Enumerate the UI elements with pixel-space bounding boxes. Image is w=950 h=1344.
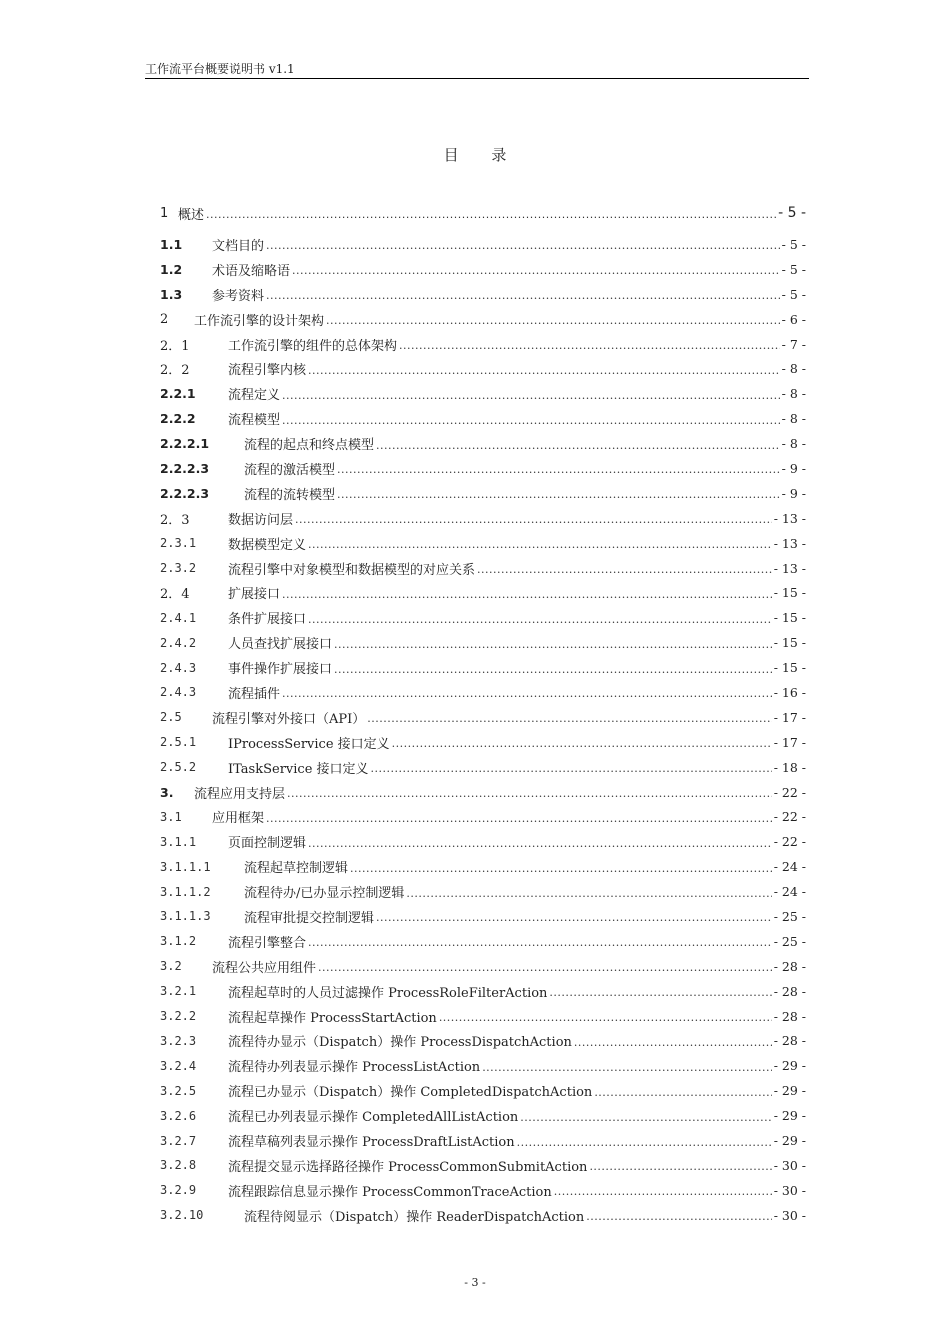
toc-entry[interactable] [160, 755, 806, 780]
header-title: 工作流平台概要说明书 v1.1 [145, 62, 295, 76]
toc-entry-number: 3.2.9 [160, 1183, 197, 1198]
toc-entry-number: 2．2 [160, 363, 190, 379]
toc-entry-number: 3.2.5 [160, 1083, 197, 1098]
toc-dot-leader [334, 661, 772, 675]
toc-entry[interactable] [160, 655, 806, 680]
page-header [145, 62, 809, 79]
toc-entry-page: - 13 - [773, 535, 806, 551]
toc-entry-title: ITaskService 接口定义 [228, 761, 369, 777]
toc-entry-number: 2．3 [160, 512, 190, 528]
toc-entry-page: - 9 - [781, 460, 806, 476]
toc-dot-leader [517, 1134, 772, 1148]
toc-entry-title: 工作流引擎的组件的总体架构 [228, 338, 398, 354]
toc-entry-number: 2.4.3 [160, 685, 197, 700]
toc-entry-title: 流程的起点和终点模型 [244, 438, 375, 454]
toc-entry[interactable] [160, 879, 806, 904]
toc-entry[interactable] [160, 954, 806, 979]
toc-dot-leader [549, 984, 771, 998]
toc-entry-title: 流程待办列表显示操作 ProcessListAction [228, 1060, 481, 1076]
toc-entry-number: 2.4.1 [160, 610, 197, 625]
toc-entry-title: 流程待阅显示（Dispatch）操作 ReaderDispatchAction [244, 1209, 585, 1225]
toc-entry[interactable] [160, 1004, 806, 1029]
toc-entry-number: 1.1 [160, 236, 183, 252]
toc-dot-leader [406, 885, 771, 899]
toc-entry-number: 3.1.1 [160, 834, 197, 849]
toc-entry[interactable] [160, 580, 806, 605]
toc-dot-leader [206, 206, 776, 220]
toc-entry[interactable] [160, 929, 806, 954]
toc-entry[interactable] [160, 1053, 806, 1078]
toc-entry-title: 流程跟踪信息显示操作 ProcessCommonTraceAction [228, 1184, 552, 1200]
toc-entry-number: 3.2.2 [160, 1009, 197, 1024]
toc-entry-page: - 30 - [773, 1157, 806, 1173]
toc-entry[interactable] [160, 257, 806, 282]
toc-entry-page: - 29 - [773, 1058, 806, 1074]
toc-entry-page: - 5 - [781, 261, 806, 277]
toc-entry-page: - 24 - [773, 859, 806, 875]
toc-entry-page: - 28 - [773, 1008, 806, 1024]
toc-entry[interactable] [160, 854, 806, 879]
toc-dot-leader [308, 362, 780, 376]
toc-entry-title: 工作流引擎的设计架构 [194, 313, 325, 329]
toc-dot-leader [376, 909, 772, 923]
toc-entry-page: - 15 - [773, 585, 806, 601]
toc-entry-number: 3.2.10 [160, 1208, 204, 1223]
toc-entry-number: 3.2.8 [160, 1158, 197, 1173]
toc-entry-number: 2.2.2.1 [160, 436, 210, 452]
toc-entry-title: 流程提交显示选择路径操作 ProcessCommonSubmitAction [228, 1159, 588, 1175]
toc-dot-leader [439, 1009, 772, 1023]
toc-entry[interactable] [160, 431, 806, 456]
toc-entry[interactable] [160, 232, 806, 257]
toc-entry[interactable] [160, 829, 806, 854]
toc-entry-page: - 29 - [773, 1108, 806, 1124]
toc-dot-leader [589, 1158, 771, 1172]
toc-entry-page: - 17 - [773, 734, 806, 750]
toc-dot-leader [334, 636, 772, 650]
toc-entry-page: - 15 - [773, 635, 806, 651]
toc-entry-title: 应用框架 [212, 811, 265, 827]
toc-entry[interactable] [160, 282, 806, 307]
toc-entry-title: 流程的流转模型 [244, 487, 336, 503]
toc-dot-leader [287, 785, 772, 799]
toc-entry-title: 流程待办/已办显示控制逻辑 [244, 886, 405, 902]
toc-dot-leader [326, 312, 780, 326]
toc-entry-page: - 29 - [773, 1083, 806, 1099]
toc-entry-number: 3.2.1 [160, 984, 197, 999]
toc-dot-leader [266, 287, 780, 301]
toc-entry[interactable] [160, 780, 806, 805]
toc-entry-number: 2.5.2 [160, 760, 197, 775]
toc-dot-leader [282, 685, 772, 699]
toc-entry-title: 流程插件 [228, 686, 281, 702]
toc-entry-title: 流程定义 [228, 388, 281, 404]
toc-entry-title: IProcessService 接口定义 [228, 736, 390, 752]
toc-entry-title: 事件操作扩展接口 [228, 662, 333, 678]
toc-entry-title: 流程引擎内核 [228, 363, 307, 379]
toc-entry-page: - 8 - [781, 361, 806, 377]
toc-entry-number: 3.1.2 [160, 934, 197, 949]
toc-entry[interactable] [160, 556, 806, 581]
toc-entry[interactable] [160, 531, 806, 556]
toc-entry[interactable] [160, 630, 806, 655]
toc-dot-leader [367, 710, 771, 724]
toc-entry-number: 2.2.2.3 [160, 485, 210, 501]
toc-entry[interactable] [160, 481, 806, 506]
toc-dot-leader [308, 835, 772, 849]
toc-entry-number: 3.1.1.1 [160, 859, 211, 874]
toc-entry[interactable] [160, 381, 806, 406]
toc-dot-leader [266, 237, 780, 251]
toc-entry-number: 2.2.2.3 [160, 460, 210, 476]
toc-entry[interactable] [160, 506, 806, 531]
toc-entry-number: 1 [160, 205, 169, 221]
toc-dot-leader [295, 511, 772, 525]
toc-entry-page: - 30 - [773, 1207, 806, 1223]
toc-entry-title: 流程引擎对外接口（API） [212, 711, 366, 727]
toc-entry-number: 1.3 [160, 286, 183, 302]
toc-entry-title: 流程引擎中对象模型和数据模型的对应关系 [228, 562, 476, 578]
toc-entry-number: 3. [160, 784, 174, 800]
toc-dot-leader [554, 1183, 772, 1197]
toc-entry-page: - 22 - [773, 809, 806, 825]
toc-entry-page: - 8 - [781, 411, 806, 427]
toc-entry-title: 参考资料 [212, 288, 265, 304]
toc-entry-number: 2.2.1 [160, 386, 196, 402]
toc-dot-leader [574, 1034, 772, 1048]
toc-entry-number: 2.2.2 [160, 411, 196, 427]
toc-entry-page: - 7 - [781, 336, 806, 352]
toc-entry-title: 数据模型定义 [228, 537, 307, 553]
toc-entry-title: 流程应用支持层 [194, 786, 286, 802]
toc-entry-number: 2．4 [160, 587, 190, 603]
toc-entry-number: 2.5 [160, 710, 182, 725]
toc-entry-title: 流程公共应用组件 [212, 960, 317, 976]
toc-entry[interactable] [160, 605, 806, 630]
toc-entry-number: 3.2.7 [160, 1133, 197, 1148]
toc-entry-page: - 5 - [781, 236, 806, 252]
toc-dot-leader [282, 412, 780, 426]
toc-entry-title: 流程草稿列表显示操作 ProcessDraftListAction [228, 1135, 515, 1150]
toc-dot-leader [308, 934, 772, 948]
toc-entry-number: 2.5.1 [160, 735, 197, 750]
toc-entry[interactable] [160, 1128, 806, 1153]
toc-entry-number: 2.4.2 [160, 635, 197, 650]
toc-dot-leader [376, 437, 780, 451]
toc-entry-title: 流程的激活模型 [244, 462, 336, 478]
toc-dot-leader [292, 262, 780, 276]
toc-entry-page: - 17 - [773, 709, 806, 725]
toc-entry[interactable] [160, 904, 806, 929]
toc-entry-title: 流程起草控制逻辑 [244, 861, 349, 877]
toc-entry-page: - 15 - [773, 610, 806, 626]
toc-entry-page: - 8 - [781, 386, 806, 402]
toc-entry-page: - 16 - [773, 684, 806, 700]
toc-entry-number: 1.2 [160, 261, 183, 277]
toc-entry-title: 流程起草时的人员过滤操作 ProcessRoleFilterAction [228, 985, 548, 1001]
toc-entry-title: 流程引擎整合 [228, 935, 307, 951]
toc-entry[interactable] [160, 1203, 806, 1228]
toc-entry[interactable] [160, 979, 806, 1004]
toc-entry[interactable] [160, 332, 806, 357]
toc-dot-leader [308, 536, 772, 550]
toc-entry-title: 人员查找扩展接口 [228, 637, 333, 653]
toc-entry-number: 3.2.6 [160, 1108, 197, 1123]
toc-entry-page: - 28 - [773, 1033, 806, 1049]
toc-entry-page: - 22 - [773, 834, 806, 850]
toc-entry-number: 2.3.2 [160, 561, 197, 576]
toc-entry[interactable] [160, 356, 806, 381]
toc-entry-page: - 15 - [773, 660, 806, 676]
toc-entry[interactable] [160, 1178, 806, 1203]
toc-entry-title: 条件扩展接口 [228, 612, 307, 628]
toc-entry[interactable] [160, 680, 806, 705]
toc-entry[interactable] [160, 705, 806, 730]
toc-dot-leader [594, 1084, 771, 1098]
table-of-contents [160, 198, 806, 1228]
toc-entry-number: 3.1 [160, 809, 182, 824]
toc-entry-page: - 13 - [773, 560, 806, 576]
page-number: - 3 - [464, 1276, 486, 1289]
toc-dot-leader [350, 860, 772, 874]
toc-dot-leader [392, 735, 772, 749]
toc-title: 目 录 [443, 146, 521, 164]
toc-entry[interactable] [160, 1078, 806, 1103]
toc-dot-leader [318, 959, 772, 973]
toc-dot-leader [371, 760, 772, 774]
toc-entry-number: 3.1.1.2 [160, 884, 211, 899]
toc-entry-page: - 24 - [773, 884, 806, 900]
toc-entry-page: - 30 - [773, 1182, 806, 1198]
toc-dot-leader [337, 461, 780, 475]
toc-entry-page: - 28 - [773, 983, 806, 999]
toc-entry[interactable] [160, 1029, 806, 1054]
toc-entry-page: - 25 - [773, 933, 806, 949]
toc-entry[interactable] [160, 307, 806, 332]
toc-entry[interactable] [160, 456, 806, 481]
toc-entry[interactable] [160, 1103, 806, 1128]
toc-entry[interactable] [160, 1153, 806, 1178]
toc-entry-title: 文档目的 [212, 238, 265, 254]
toc-entry-title: 页面控制逻辑 [228, 836, 307, 852]
toc-entry-number: 3.2 [160, 959, 182, 974]
toc-entry-number: 2．1 [160, 338, 190, 354]
toc-entry-title: 流程已办列表显示操作 CompletedAllListAction [228, 1110, 519, 1126]
toc-dot-leader [266, 810, 772, 824]
toc-entry-page: - 22 - [773, 784, 806, 800]
toc-entry-title: 概述 [178, 207, 205, 223]
toc-entry-number: 3.2.4 [160, 1058, 197, 1073]
toc-entry-number: 3.2.3 [160, 1033, 197, 1048]
toc-dot-leader [520, 1109, 771, 1123]
toc-entry-number: 2 [160, 311, 169, 327]
toc-dot-leader [482, 1059, 772, 1073]
toc-entry-page: - 5 - [778, 205, 806, 221]
toc-entry-title: 流程待办显示（Dispatch）操作 ProcessDispatchAction [228, 1035, 572, 1051]
toc-dot-leader [477, 561, 772, 575]
toc-dot-leader [399, 337, 780, 351]
toc-entry-title: 流程审批提交控制逻辑 [244, 910, 375, 926]
toc-entry-page: - 6 - [781, 311, 806, 327]
toc-entry-number: 2.4.3 [160, 660, 197, 675]
toc-entry-page: - 5 - [781, 286, 806, 302]
toc-dot-leader [308, 611, 772, 625]
toc-entry-number: 2.3.1 [160, 536, 197, 551]
toc-entry-title: 流程模型 [228, 413, 281, 429]
toc-entry[interactable] [160, 804, 806, 829]
toc-entry-page: - 29 - [773, 1133, 806, 1148]
toc-entry-page: - 9 - [781, 485, 806, 501]
toc-entry[interactable] [160, 406, 806, 431]
toc-entry[interactable] [160, 198, 806, 228]
toc-entry-title: 流程已办显示（Dispatch）操作 CompletedDispatchAction [228, 1085, 593, 1101]
toc-entry[interactable] [160, 730, 806, 755]
toc-entry-page: - 13 - [773, 510, 806, 526]
toc-dot-leader [337, 486, 780, 500]
toc-entry-page: - 8 - [781, 436, 806, 452]
toc-dot-leader [282, 387, 780, 401]
toc-entry-title: 术语及缩略语 [212, 263, 291, 279]
toc-entry-title: 数据访问层 [228, 512, 294, 528]
toc-dot-leader [282, 586, 772, 600]
toc-entry-number: 3.1.1.3 [160, 909, 211, 924]
toc-entry-page: - 18 - [773, 759, 806, 775]
toc-entry-title: 扩展接口 [228, 587, 281, 603]
toc-entry-title: 流程起草操作 ProcessStartAction [228, 1010, 437, 1026]
toc-entry-page: - 25 - [773, 908, 806, 924]
toc-entry-page: - 28 - [773, 958, 806, 974]
toc-dot-leader [586, 1208, 771, 1222]
